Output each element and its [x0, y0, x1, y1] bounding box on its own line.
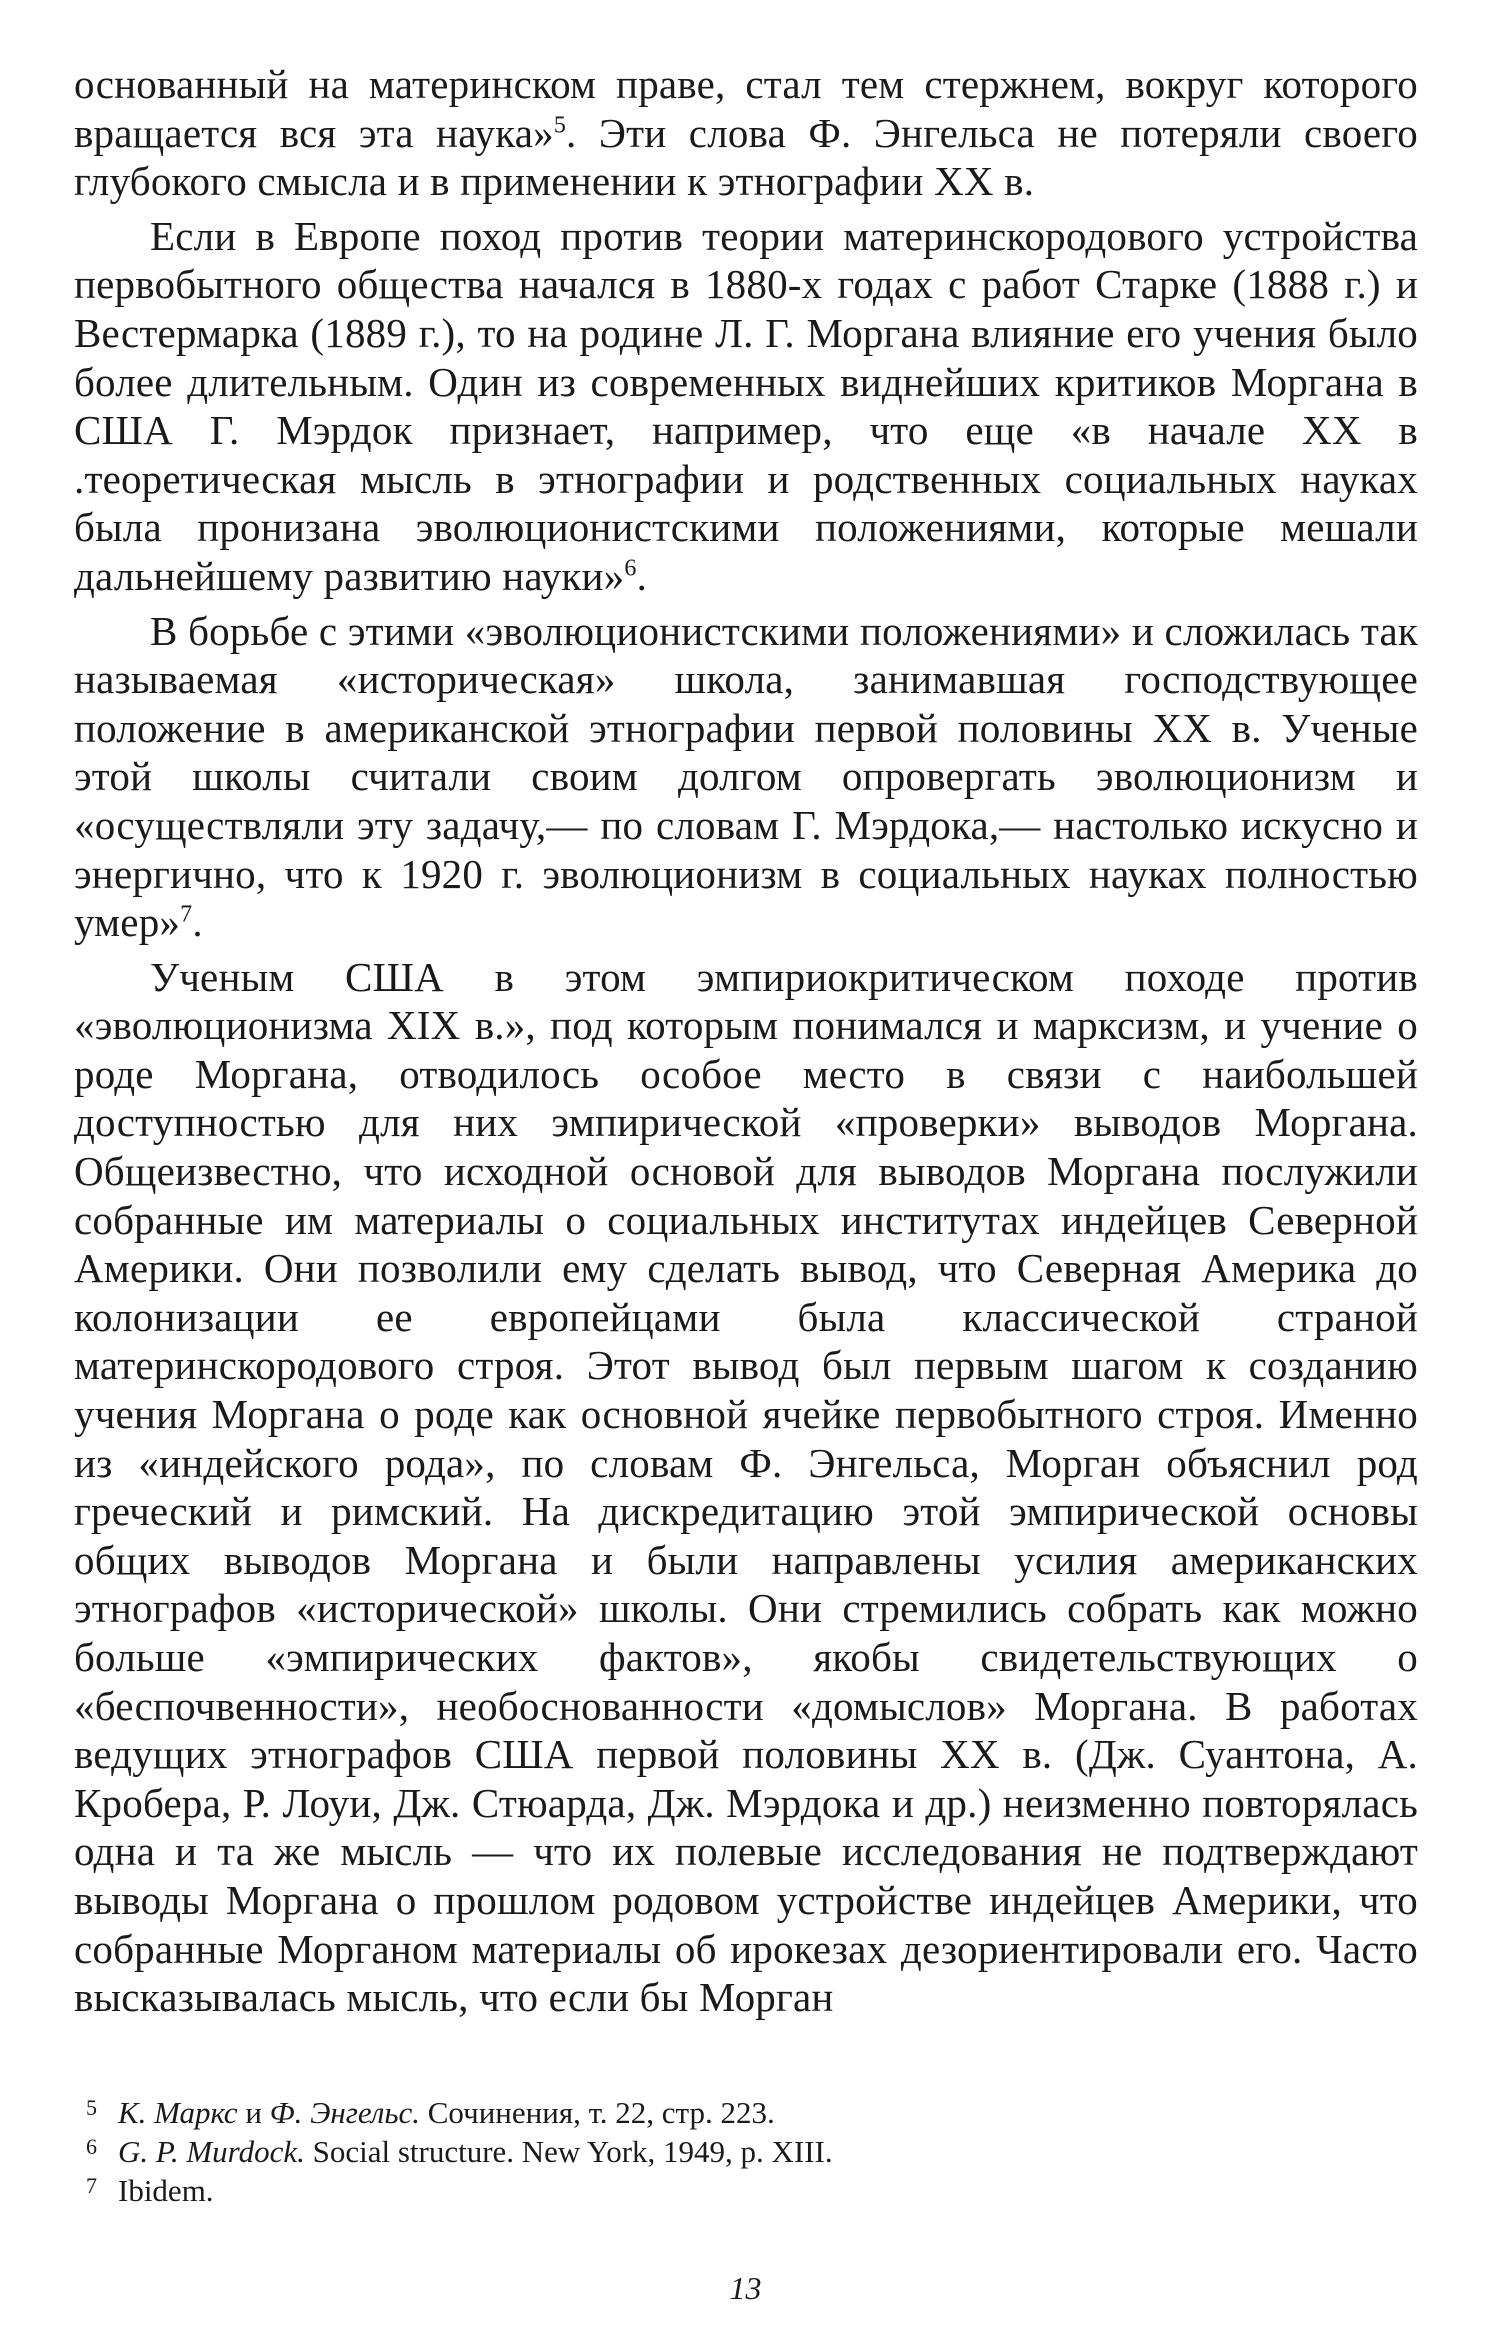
- footnote-ref-7[interactable]: 7: [180, 901, 193, 928]
- paragraph-4: [74, 953, 1418, 2022]
- footnotes: [74, 2093, 1418, 2210]
- footnote-number: 6: [86, 2134, 97, 2159]
- footnote-author: G. P. Murdock.: [118, 2134, 305, 2169]
- paragraph-1: [74, 60, 1418, 206]
- footnote-ref-6[interactable]: 6: [624, 555, 637, 582]
- footnote-ref-5[interactable]: 5: [553, 111, 567, 138]
- paragraph-3-text-cont: .: [192, 899, 203, 946]
- page-number: 13: [729, 2270, 762, 2306]
- footnote-number: 7: [86, 2173, 97, 2198]
- paragraph-2: [74, 212, 1418, 601]
- footnote-7: [74, 2171, 1418, 2210]
- footnote-source: Social structure. New York, 1949, p. XIII.: [304, 2134, 833, 2169]
- footnote-5: [74, 2093, 1418, 2132]
- footnote-source: Сочинения, т. 22, стр. 223.: [419, 2095, 775, 2130]
- footnote-number: 5: [86, 2095, 97, 2120]
- footnote-6: [74, 2132, 1418, 2171]
- footnote-author: К. Маркс: [118, 2095, 238, 2130]
- footnote-conjunction: и: [237, 2095, 270, 2130]
- paragraph-1-text-cont: . Эти слова Ф. Энгельса не потеряли своего глубокого смысла и в применении к этнографии XX в.: [74, 109, 1418, 205]
- footnote-source: Ibidem.: [118, 2173, 214, 2208]
- page-body: [74, 60, 1418, 2022]
- paragraph-3: [74, 607, 1418, 947]
- paragraph-3-text: В борьбе с этими «эволюционистскими положениями» и сложилась так называемая «историческая» школа, занимавшая господствующее положение в американской этнографии первой половины XX в. Ученые этой школы считали своим долгом опровергать эволюционизм и «осуществляли эту задачу,— по словам Г. Мэрдока,— настолько искусно и энергично, что к 1920 г. эволюционизм в социальных науках полностью умер»: [74, 607, 1418, 946]
- paragraph-2-text: Если в Европе поход против теории материнскородового устройства первобытного общества начался в 1880-х годах с работ Старке (1888 г.) и Вестермарка (1889 г.), то на родине Л. Г. Моргана влияние его учения было более длительным. Один из современных виднейших критиков Моргана в США Г. Мэрдок признает, например, что еще «в начале XX в .теоретическая мысль в этнографии и родственных социальных науках была пронизана эволюционистскими положениями, которые мешали дальнейшему развитию науки»: [74, 212, 1418, 599]
- paragraph-2-text-cont: .: [636, 552, 648, 599]
- paragraph-1-text: основанный на материнском праве, стал тем стержнем, вокруг которого вращается вся эта наука»: [74, 61, 1418, 156]
- footnote-author-2: Ф. Энгельс.: [269, 2095, 420, 2130]
- paragraph-4-text: Ученым США в этом эмпириокритическом походе против «эволюционизма XIX в.», под которым понимался и марксизм, и учение о роде Моргана, отводилось особое место в связи с наибольшей доступностью для них эмпирической «проверки» выводов Моргана. Общеизвестно, что исходной основой для выводов Моргана послужили собранные им материалы о социальных институтах индейцев Северной Америки. Они позволили ему сделать вывод, что Северная Америка до колонизации ее европейцами была классической страной материнскородового строя. Этот вывод был первым шагом к созданию учения Моргана о роде как основной ячейке первобытного строя. Именно из «индейского рода», по словам Ф. Энгельса, Морган объяснил род греческий и римский. На дискредитацию этой эмпирической основы общих выводов Моргана и были направлены усилия американских этнографов «исторической» школы. Они стремились собрать как можно больше «эмпирических фактов», якобы свидетельствующих о «беспочвенности», необоснованности «домыслов» Моргана. В работах ведущих этнографов США первой половины XX в. (Дж. Суантона, А. Кробера, Р. Лоуи, Дж. Стюарда, Дж. Мэрдока и др.) неизменно повторялась одна и та же мысль — что их полевые исследования не подтверждают выводы Моргана о прошлом родовом устройстве индейцев Америки, что собранные Морганом материалы об ирокезах дезориентировали его. Часто высказывалась мысль, что если бы Морган: [74, 953, 1418, 2021]
- main-text: [74, 60, 1418, 2022]
